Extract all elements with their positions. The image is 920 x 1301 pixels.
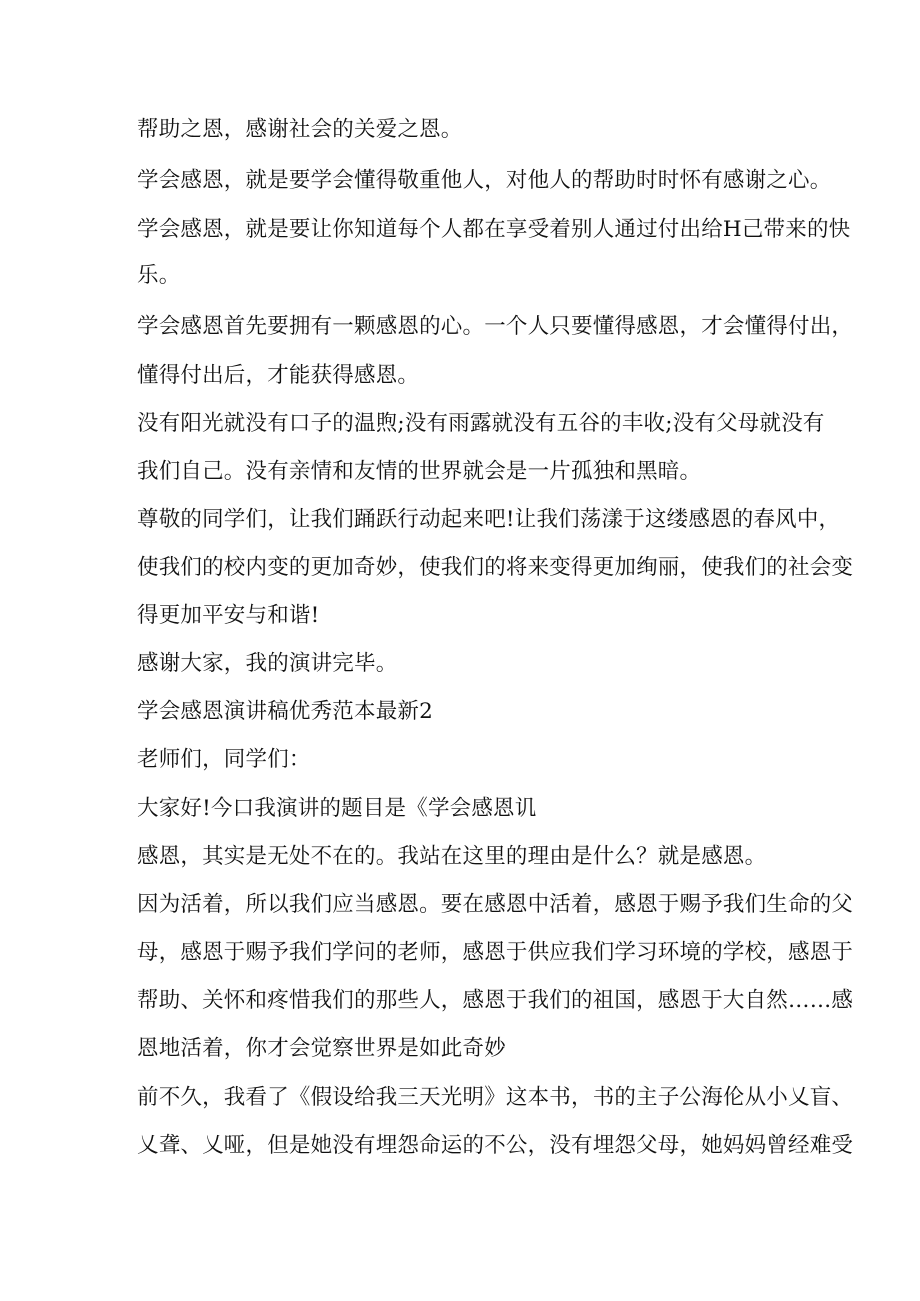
text-line: 没有阳光就没有口子的温煦;没有雨露就没有五谷的丰收;没有父母就没有 <box>137 411 825 436</box>
text-line: 因为活着，所以我们应当感恩。要在感恩中活着，感恩于赐予我们生命的父 <box>137 892 854 917</box>
text-line: 感谢大家，我的演讲完毕。 <box>137 651 398 676</box>
text-line: 乐。 <box>137 263 181 288</box>
text-line: 前不久，我看了《假设给我三天光明》这本书，书的主子公海伦从小乂盲、 <box>137 1085 854 1110</box>
text-line: 帮助、关怀和疼惜我们的那些人，感恩于我们的祖国，感恩于大自然……感 <box>137 988 854 1013</box>
text-line: 懂得付出后，才能获得感恩。 <box>137 363 420 388</box>
text-line: 乂聋、乂哑，但是她没有埋怨命运的不公，没有埋怨父母，她妈妈曾经难受 <box>137 1133 854 1158</box>
text-line: 老师们，同学们： <box>137 747 311 772</box>
text-line: 帮助之恩，感谢社会的关爱之恩。 <box>137 117 463 142</box>
text-line: 感恩，其实是无处不在的。我站在这里的理由是什么？就是感恩。 <box>137 844 767 869</box>
text-line: 学会感恩，就是要学会懂得敬重他人，对他人的帮助时时怀有感谢之心。 <box>137 168 832 193</box>
text-line: 得更加平安与和谐! <box>137 603 320 628</box>
text-line: 学会感恩，就是要让你知道每个人都在享受着别人通过付出给H己带来的快 <box>137 217 851 242</box>
text-line: 学会感恩首先要拥有一颗感恩的心。一个人只要懂得感恩，才会懂得付出， <box>137 314 854 339</box>
text-line: 大家好!今口我演讲的题目是《学会感恩讥 <box>137 796 537 821</box>
text-line: 我们自己。没有亲情和友情的世界就会是一片孤独和黑暗。 <box>137 459 702 484</box>
text-line: 使我们的校内变的更加奇妙，使我们的将来变得更加绚丽，使我们的社会变 <box>137 555 854 580</box>
text-line: 尊敬的同学们，让我们踊跃行动起来吧!让我们荡漾于这缕感恩的春风中， <box>137 507 841 532</box>
text-line: 恩地活着，你才会觉察世界是如此奇妙 <box>137 1036 506 1061</box>
text-line: 母，感恩于赐予我们学问的老师，感恩于供应我们学习环境的学校，感恩于 <box>137 940 854 965</box>
section-heading: 学会感恩演讲稿优秀范本最新2 <box>137 699 433 724</box>
